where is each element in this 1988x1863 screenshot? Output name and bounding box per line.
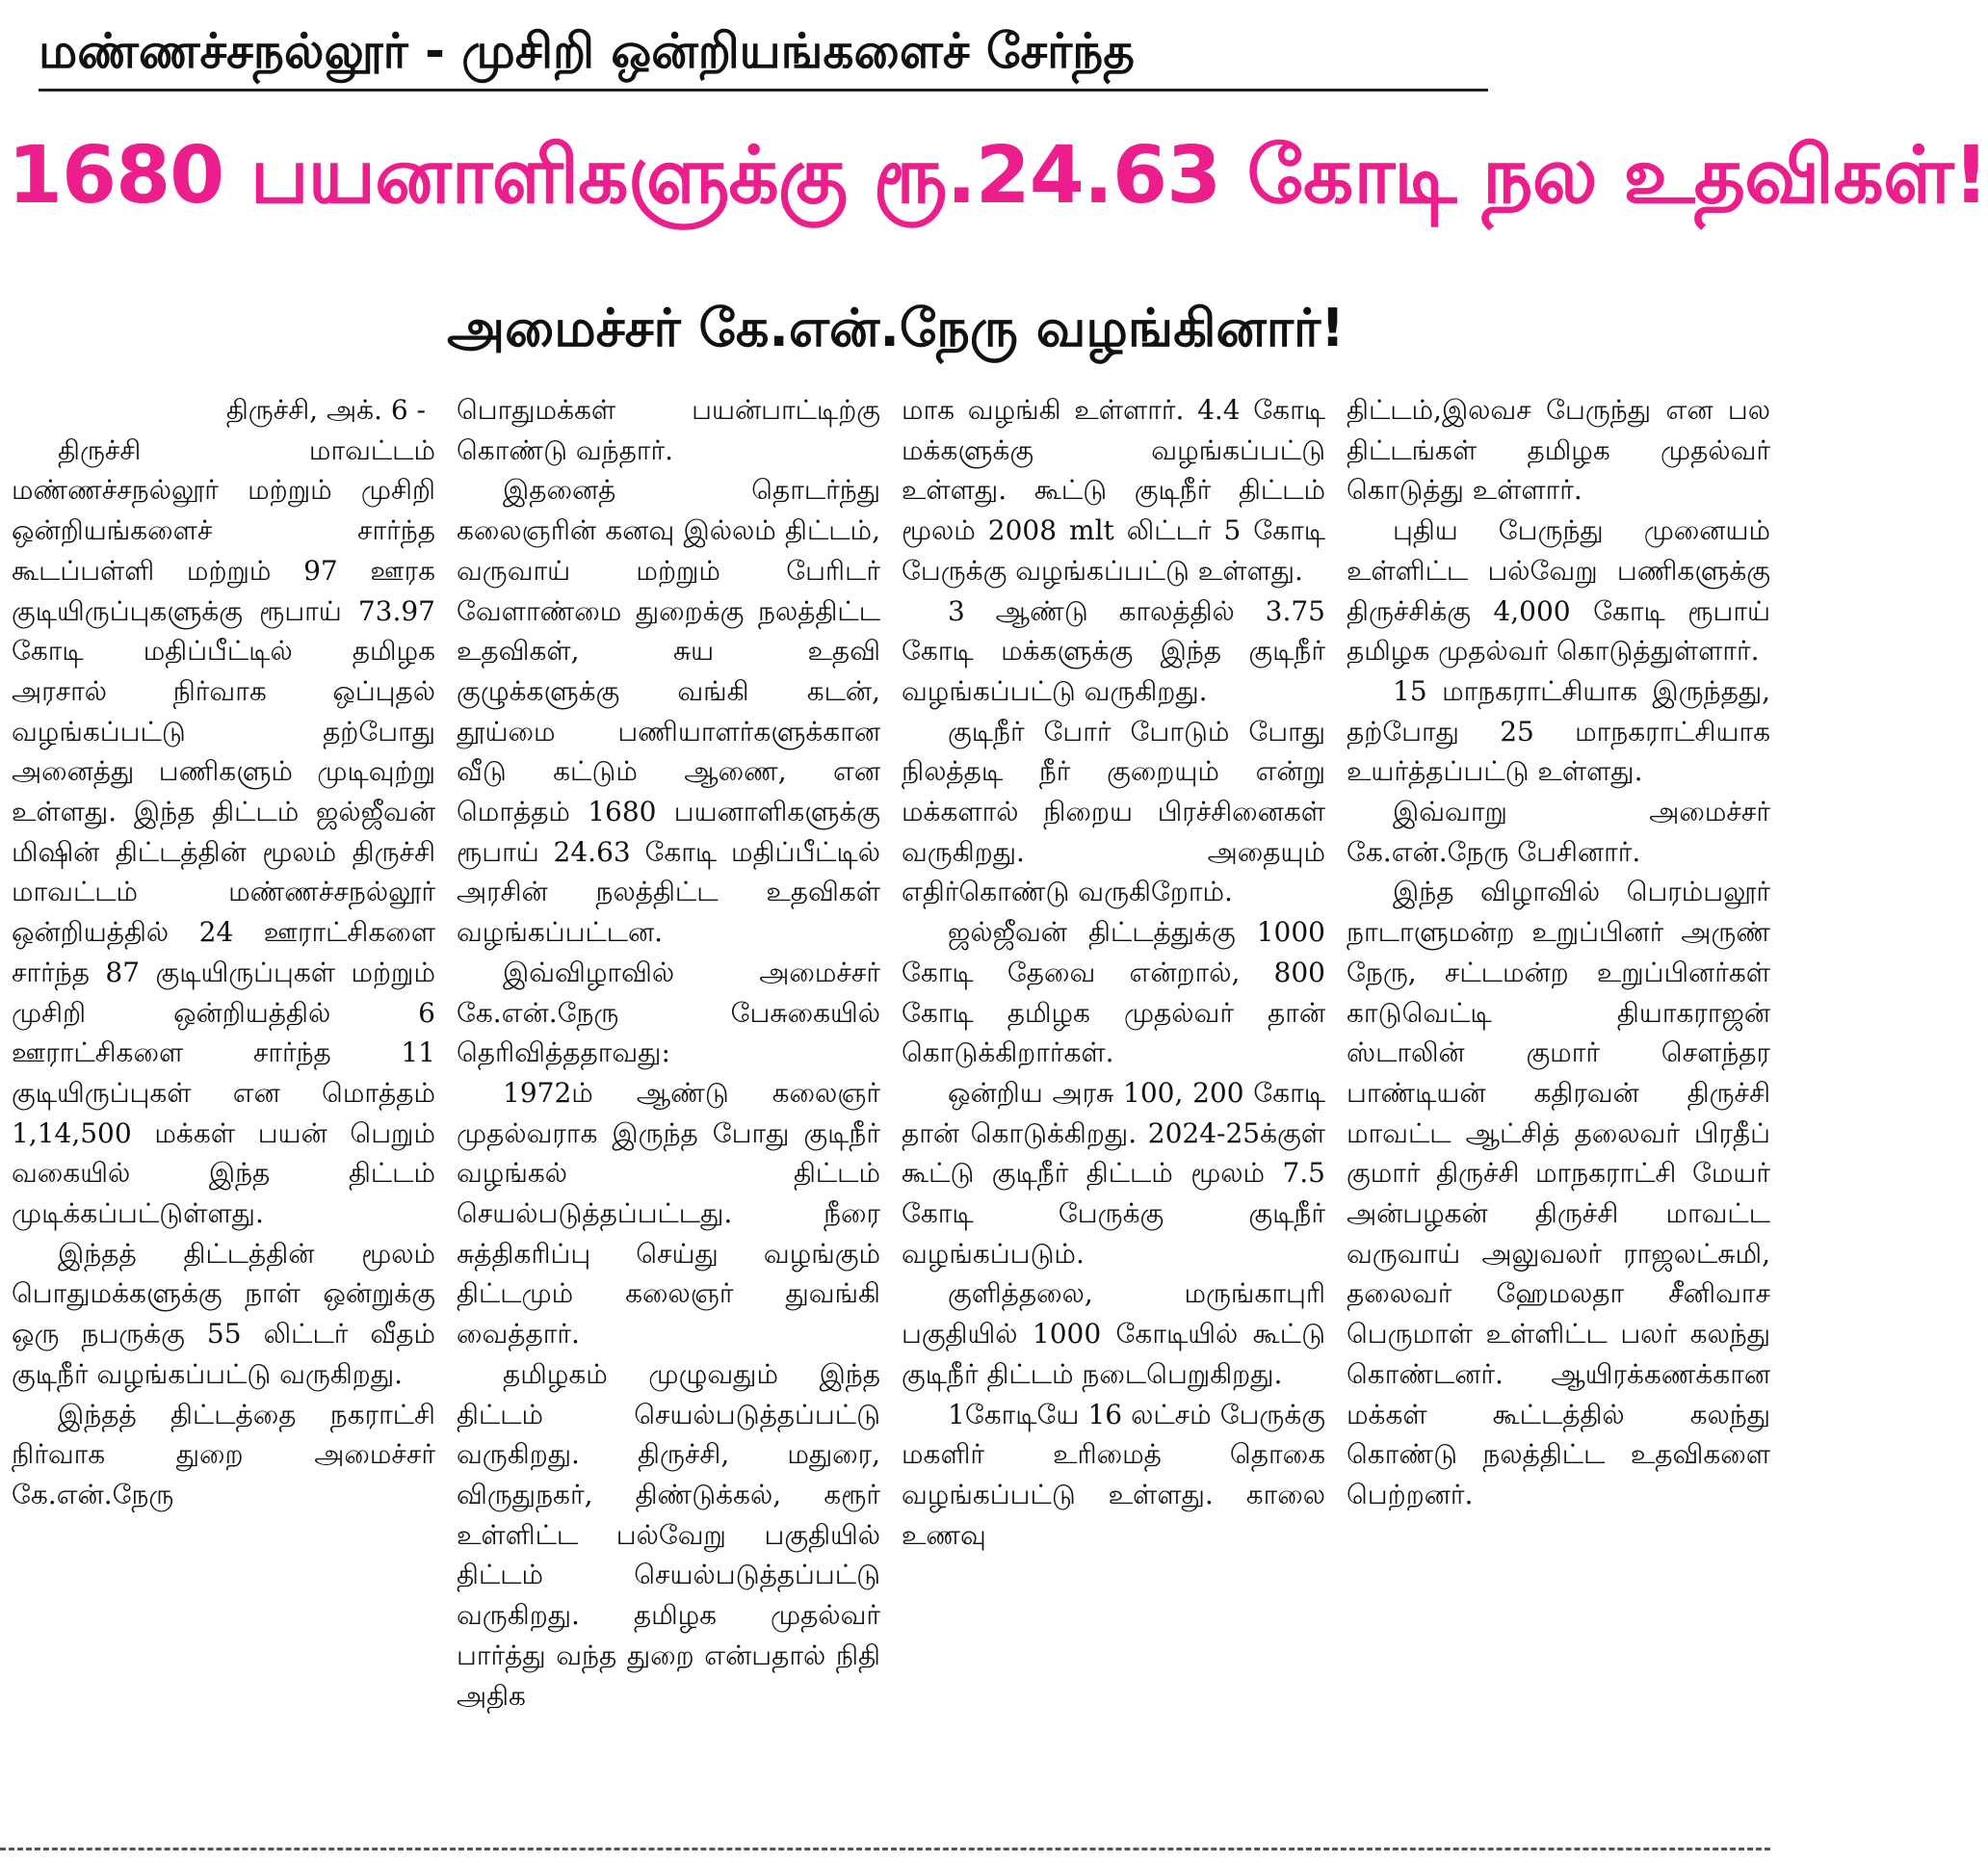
paragraph: ஒன்றிய அரசு 100, 200 கோடி தான் கொடுக்கிறது. 2024-25க்குள் கூட்டு குடிநீர் திட்டம் மூலம் 7.5 கோடி பேருக்கு குடிநீர் வழங்கப்படும். [902,1076,1325,1270]
article-body [12,390,1770,1837]
paragraph: புதிய பேருந்து முனையம் உள்ளிட்ட பல்வேறு பணிகளுக்கு திருச்சிக்கு 4,000 கோடி ரூபாய் தமிழக முதல்வர் கொடுத்துள்ளார். [1347,514,1770,668]
paragraph: குடிநீர் போர் போடும் போது நிலத்தடி நீர் குறையும் என்று மக்களால் நிறைய பிரச்சினைகள் வருகிறது. அதையும் எதிர்கொண்டு வருகிறோம். [902,715,1325,908]
paragraph: இதனைத் தொடர்ந்து கலைஞரின் கனவு இல்லம் திட்டம், வருவாய் மற்றும் பேரிடர் வேளாண்மை துறைக்கு நலத்திட்ட உதவிகள், சுய உதவி குழுக்களுக்கு வங்கி கடன், தூய்மை பணியாளர்களுக்கான வீடு கட்டும் ஆணை, என மொத்தம் 1680 பயனாளிகளுக்கு ரூபாய் 24.63 கோடி மதிப்பீட்டில் அரசின் நலத்திட்ட உதவிகள் வழங்கப்பட்டன. [457,474,880,949]
paragraph: திருச்சி மாவட்டம் மண்ணச்சநல்லூர் மற்றும் முசிறி ஒன்றியங்களைச் சார்ந்த கூடப்பள்ளி மற்றும் 97 ஊரக குடியிருப்புகளுக்கு ரூபாய் 73.97 கோடி மதிப்பீட்டில் தமிழக அரசால் நிர்வாக ஒப்புதல் வழங்கப்பட்டு தற்போது அனைத்து பணிகளும் முடிவுற்று உள்ளது. இந்த திட்டம் ஜல்ஜீவன் மிஷின் திட்டத்தின் மூலம் திருச்சி மாவட்டம் மண்ணச்சநல்லூர் ஒன்றியத்தில் 24 ஊராட்சிகளை சார்ந்த 87 குடியிருப்புகள் மற்றும் முசிறி ஒன்றியத்தில் 6 ஊராட்சிகளை சார்ந்த 11 குடியிருப்புகள் என மொத்தம் 1,14,500 மக்கள் பயன் பெறும் வகையில் இந்த திட்டம் முடிக்கப்பட்டுள்ளது. [12,433,435,1230]
paragraph: ஜல்ஜீவன் திட்டத்துக்கு 1000 கோடி தேவை என்றால், 800 கோடி தமிழக முதல்வர் தான் கொடுக்கிறார்கள். [902,916,1325,1069]
paragraph: குளித்தலை, மருங்காபுரி பகுதியில் 1000 கோடியில் கூட்டு குடிநீர் திட்டம் நடைபெறுகிறது. [902,1277,1325,1390]
article-column-1 [12,390,435,1837]
paragraph: இவ்விழாவில் அமைச்சர் கே.என்.நேரு பேசுகையில் தெரிவித்ததாவது: [457,956,880,1069]
sub-headline: அமைச்சர் கே.என்.நேரு வழங்கினார்! [447,298,1345,358]
paragraph: இந்தத் திட்டத்தை நகராட்சி நிர்வாக துறை அமைச்சர் கே.என்.நேரு [12,1398,435,1510]
paragraph: மாக வழங்கி உள்ளார். 4.4 கோடி மக்களுக்கு வழங்கப்பட்டு உள்ளது. கூட்டு குடிநீர் திட்டம் மூலம் 2008 mlt லிட்டர் 5 கோடி பேருக்கு வழங்கப்பட்டு உள்ளது. [902,394,1325,587]
paragraph: இந்த விழாவில் பெரம்பலூர் நாடாளுமன்ற உறுப்பினர் அருண் நேரு, சட்டமன்ற உறுப்பினர்கள் காடுவெட்டி தியாகராஜன் ஸ்டாலின் குமார் சௌந்தர பாண்டியன் கதிரவன் திருச்சி மாவட்ட ஆட்சித் தலைவர் பிரதீப் குமார் திருச்சி மாநகராட்சி மேயர் அன்பழகன் திருச்சி மாவட்ட வருவாய் அலுவலர் ராஜலட்சுமி, தலைவர் ஹேமலதா சீனிவாச பெருமாள் உள்ளிட்ட பலர் கலந்து கொண்டனர். ஆயிரக்கணக்கான மக்கள் கூட்டத்தில் கலந்து கொண்டு நலத்திட்ட உதவிகளை பெற்றனர். [1347,876,1770,1510]
article-column-4 [1347,390,1770,1837]
paragraph: 1கோடியே 16 லட்சம் பேருக்கு மகளிர் உரிமைத் தொகை வழங்கப்பட்டு உள்ளது. காலை உணவு [902,1398,1325,1551]
bottom-dashed-rule [0,1848,1770,1850]
paragraph: 1972ம் ஆண்டு கலைஞர் முதல்வராக இருந்த போது குடிநீர் வழங்கல் திட்டம் செயல்படுத்தப்பட்டது. நீரை சுத்திகரிப்பு செய்து வழங்கும் திட்டமும் கலைஞர் துவங்கி வைத்தார். [457,1076,880,1351]
paragraph: இவ்வாறு அமைச்சர் கே.என்.நேரு பேசினார். [1347,796,1770,868]
dateline: திருச்சி, அக். 6 - [225,394,426,426]
paragraph: 3 ஆண்டு காலத்தில் 3.75 கோடி மக்களுக்கு இந்த குடிநீர் வழங்கப்பட்டு வருகிறது. [902,594,1325,707]
kicker-headline: மண்ணச்சநல்லூர் - முசிறி ஒன்றியங்களைச் சேர்ந்த [39,23,1135,79]
main-headline: 1680 பயனாளிகளுக்கு ரூ.24.63 கோடி நல உதவிகள்! [8,130,1988,222]
paragraph: பொதுமக்கள் பயன்பாட்டிற்கு கொண்டு வந்தார். [457,394,880,466]
paragraph: தமிழகம் முழுவதும் இந்த திட்டம் செயல்படுத்தப்பட்டு வருகிறது. திருச்சி, மதுரை, விருதுநகர், திண்டுக்கல், கரூர் உள்ளிட்ட பல்வேறு பகுதியில் திட்டம் செயல்படுத்தப்பட்டு வருகிறது. தமிழக முதல்வர் பார்த்து வந்த துறை என்பதால் நிதி அதிக [457,1357,880,1712]
article-column-2 [457,390,880,1837]
article-column-3 [902,390,1325,1837]
paragraph: 15 மாநகராட்சியாக இருந்தது, தற்போது 25 மாநகராட்சியாக உயர்த்தப்பட்டு உள்ளது. [1347,674,1770,788]
paragraph: திட்டம்,இலவச பேருந்து என பல திட்டங்கள் தமிழக முதல்வர் கொடுத்து உள்ளார். [1347,394,1770,507]
kicker-underline [39,89,1488,92]
paragraph: இந்தத் திட்டத்தின் மூலம் பொதுமக்களுக்கு நாள் ஒன்றுக்கு ஒரு நபருக்கு 55 லிட்டர் வீதம் குடிநீர் வழங்கப்பட்டு வருகிறது. [12,1237,435,1390]
